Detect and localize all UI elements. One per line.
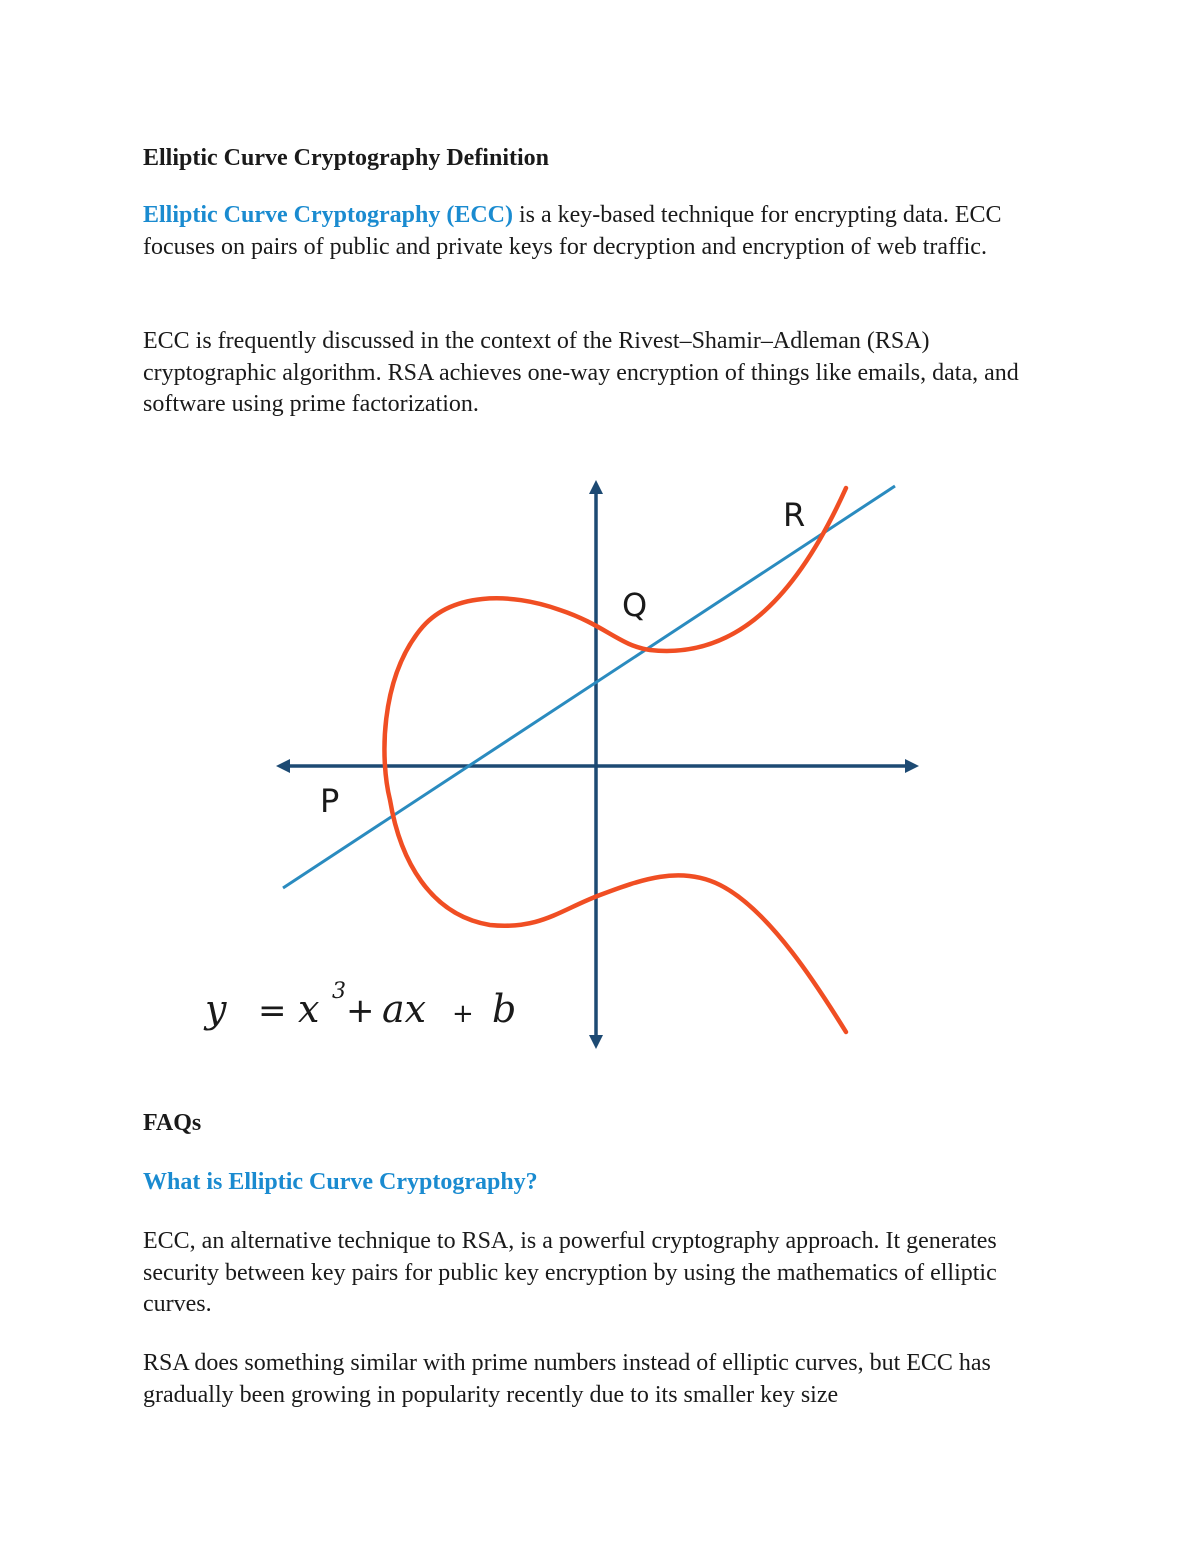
faq-answer-paragraph-2: RSA does something similar with prime numbers instead of elliptic curves, but ECC has gradually been growing in popularity recently due to its smaller key size xyxy=(143,1350,991,1408)
point-label-p: P xyxy=(320,782,340,820)
rsa-paragraph: ECC is frequently discussed in the context of the Rivest–Shamir–Adleman (RSA) cryptographic algorithm. RSA achieves one-way encryption of things like emails, data, and software using prime factorization. xyxy=(143,328,1019,417)
eq-b: b xyxy=(492,987,517,1031)
intro-text: is a key-based technique for encrypting data. ECC focuses on pairs of public and private keys for decryption and encryption of web traffic. xyxy=(143,202,1002,260)
ecc-term: Elliptic Curve Cryptography (ECC) xyxy=(143,202,513,228)
secant-line xyxy=(283,486,895,888)
point-label-r: R xyxy=(783,496,806,534)
eq-ax: ax xyxy=(382,987,427,1031)
point-label-q: Q xyxy=(622,586,648,624)
eq-equals: = xyxy=(258,991,287,1031)
curve-equation xyxy=(203,979,516,1031)
eq-plus-1: + xyxy=(346,991,375,1031)
faq-answer-paragraph-1: ECC, an alternative technique to RSA, is a powerful cryptography approach. It generates security between key pairs for public key encryption by using the mathematics of elliptic curves. xyxy=(143,1228,997,1317)
faq-question: What is Elliptic Curve Cryptography? xyxy=(143,1169,538,1195)
elliptic-curve xyxy=(384,488,846,1032)
intro-paragraph xyxy=(143,200,1063,263)
eq-x: x xyxy=(298,987,320,1031)
section-heading: Elliptic Curve Cryptography Definition xyxy=(143,145,549,171)
elliptic-curve-figure xyxy=(205,472,930,1056)
eq-y: y xyxy=(205,987,227,1031)
eq-plus-2: + xyxy=(452,999,474,1029)
eq-exponent: 3 xyxy=(332,979,346,1004)
faqs-heading: FAQs xyxy=(143,1110,202,1136)
